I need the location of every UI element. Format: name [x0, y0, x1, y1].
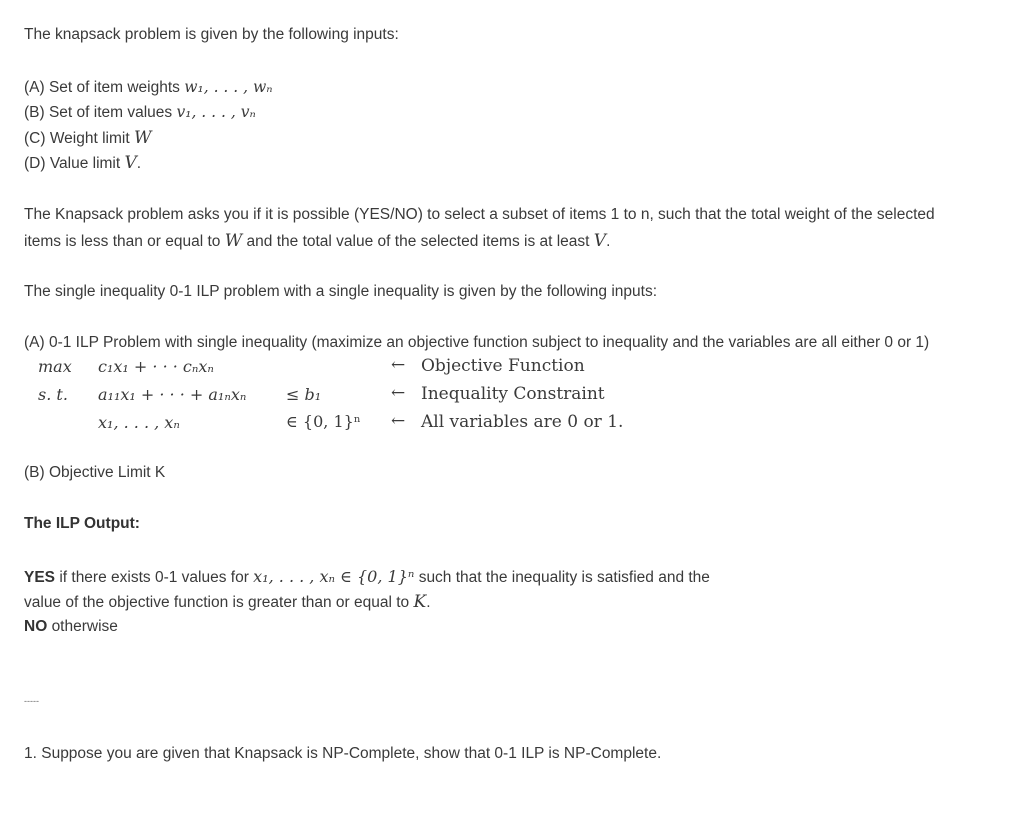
- math-K: K: [413, 592, 427, 612]
- knapsack-question-line2: items is less than or equal to W and the total value of the selected items is at least V.: [24, 231, 611, 251]
- ilp-row-rel: ∈ {0, 1}ⁿ: [286, 412, 361, 431]
- ilp-row-lhs: x₁, . . . , xₙ: [98, 413, 180, 432]
- yes-line2: value of the objective function is greater than or equal to K.: [24, 592, 431, 612]
- separator: -----: [24, 696, 39, 706]
- knapsack-input-weight-limit: [24, 128, 151, 148]
- input-label: (C) Weight limit: [24, 130, 130, 147]
- knapsack-input-value-limit: [24, 153, 141, 173]
- ilp-row-desc: Inequality Constraint: [421, 384, 605, 404]
- no-label: NO: [24, 618, 48, 635]
- ilp-row-lhs: a₁₁x₁ + · · · + a₁ₙxₙ: [98, 385, 247, 404]
- ilp-row-keyword: max: [38, 357, 72, 376]
- ilp-input-a: (A) 0-1 ILP Problem with single inequality (maximize an objective function subject to inequality and the variables are all either 0 or 1): [24, 334, 930, 351]
- math-V: V: [593, 231, 607, 251]
- input-label: (A) Set of item weights: [24, 79, 180, 96]
- left-arrow-icon: ←: [391, 355, 406, 375]
- input-math: V: [124, 153, 137, 173]
- yes-line: YES if there exists 0-1 values for x₁, . . . , xₙ ∈ {0, 1}ⁿ such that the inequality is satisfied and the: [24, 567, 710, 586]
- input-label: (D) Value limit: [24, 155, 121, 172]
- output-heading: The ILP Output:: [24, 515, 140, 532]
- ilp-row-desc: Objective Function: [421, 356, 585, 376]
- yes-label: YES: [24, 569, 56, 586]
- knapsack-input-values: [24, 103, 256, 122]
- knapsack-input-weights: [24, 78, 273, 97]
- ilp-row-lhs: c₁x₁ + · · · cₙxₙ: [98, 357, 214, 376]
- ilp-input-b: (B) Objective Limit K: [24, 464, 166, 481]
- ilp-row-keyword: s. t.: [38, 385, 68, 404]
- no-line: NO otherwise: [24, 618, 118, 635]
- ilp-row-desc: All variables are 0 or 1.: [421, 412, 624, 432]
- input-math: v₁, . . . , vₙ: [176, 103, 256, 121]
- input-math: w₁, . . . , wₙ: [184, 78, 273, 96]
- ilp-row-rel: ≤ b₁: [286, 385, 322, 404]
- math-x-set: x₁, . . . , xₙ ∈ {0, 1}ⁿ: [253, 567, 415, 586]
- left-arrow-icon: ←: [391, 383, 406, 403]
- input-suffix: .: [136, 155, 142, 172]
- ilp-intro-text: The single inequality 0-1 ILP problem with a single inequality is given by the following inputs:: [24, 283, 657, 300]
- input-math: W: [133, 128, 152, 148]
- math-W: W: [224, 231, 243, 251]
- intro-text: The knapsack problem is given by the following inputs:: [24, 26, 399, 43]
- left-arrow-icon: ←: [391, 411, 406, 431]
- question-1: 1. Suppose you are given that Knapsack is NP-Complete, show that 0-1 ILP is NP-Complete.: [24, 745, 662, 762]
- knapsack-question-line1: The Knapsack problem asks you if it is possible (YES/NO) to select a subset of items 1 to n, such that the total weight of the selected: [24, 206, 935, 223]
- input-label: (B) Set of item values: [24, 104, 173, 121]
